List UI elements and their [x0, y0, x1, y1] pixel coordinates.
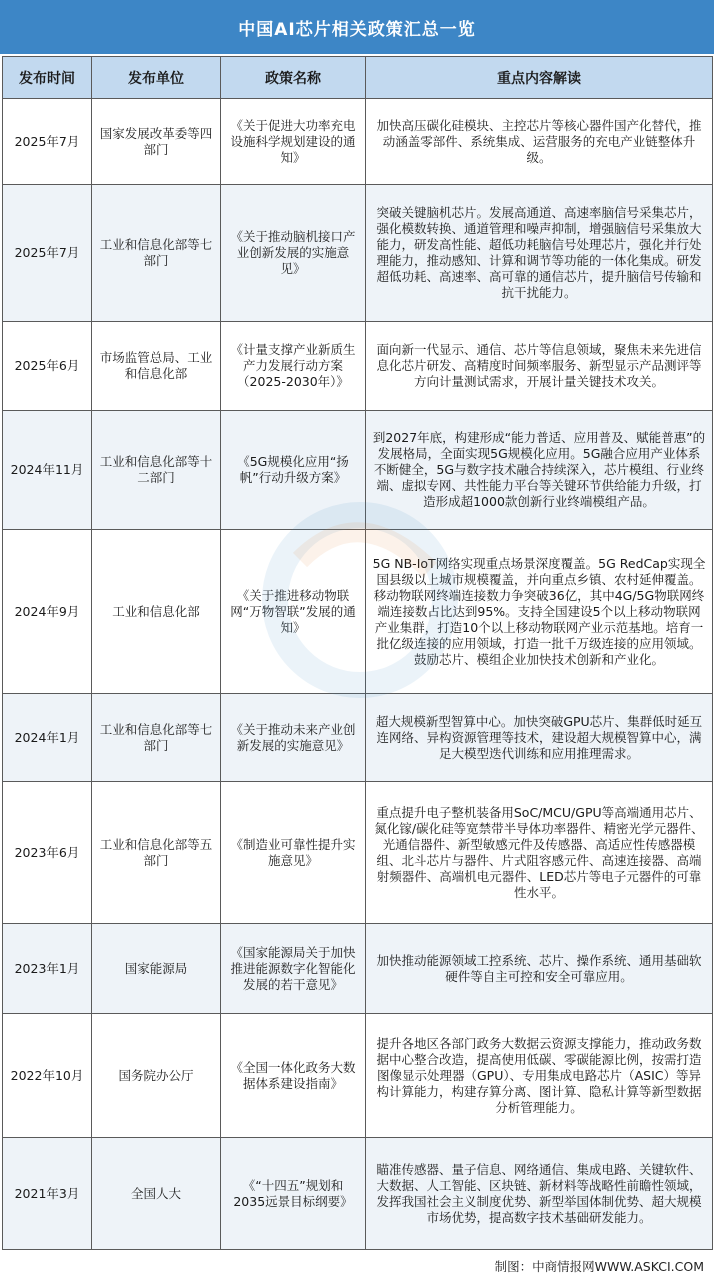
row-policy: 《关于推动脑机接口产业创新发展的实施意见》 [221, 185, 366, 322]
row-date: 2024年11月 [3, 411, 92, 530]
table-row [3, 411, 713, 530]
row-dept: 工业和信息化部等五部门 [92, 782, 221, 924]
source-credit: 制图：中商情报网WWW.ASKCI.COM [494, 1259, 704, 1274]
row-dept: 全国人大 [92, 1138, 221, 1250]
row-content: 5G NB-IoT网络实现重点场景深度覆盖。5G RedCap实现全国县级以上城市规模覆盖，并向重点乡镇、农村延伸覆盖。移动物联网终端连接数力争突破36亿，其中4G/5G物联网终端连接数占比达到95%。支持全国建设5个以上移动物联网产业集群，打造10个以上移动物联网产业示范基地。培育一批亿级连接的应用领域，打造一批千万级连接的应用领域。鼓励芯片、模组企业加快技术创新和产业化。 [366, 530, 713, 694]
row-content: 加快推动能源领域工控系统、芯片、操作系统、通用基础软硬件等自主可控和安全可靠应用。 [366, 924, 713, 1014]
row-policy: 《关于推进移动物联网“万物智联”发展的通知》 [221, 530, 366, 694]
table-row [3, 185, 713, 322]
row-content: 超大规模新型智算中心。加快突破GPU芯片、集群低时延互连网络、异构资源管理等技术，建设超大规模智算中心，满足大模型迭代训练和应用推理需求。 [366, 694, 713, 782]
table-row [3, 1138, 713, 1250]
row-content: 瞄准传感器、量子信息、网络通信、集成电路、关键软件、大数据、人工智能、区块链、新材料等战略性前瞻性领域，发挥我国社会主义制度优势、新型举国体制优势、超大规模市场优势，提高数字技术基础研发能力。 [366, 1138, 713, 1250]
row-policy: 《制造业可靠性提升实施意见》 [221, 782, 366, 924]
row-dept: 工业和信息化部等七部门 [92, 694, 221, 782]
row-dept: 国家能源局 [92, 924, 221, 1014]
row-policy: 《5G规模化应用“扬帆”行动升级方案》 [221, 411, 366, 530]
row-policy: 《国家能源局关于加快推进能源数字化智能化发展的若干意见》 [221, 924, 366, 1014]
table-row [3, 694, 713, 782]
row-content: 加快高压碳化硅模块、主控芯片等核心器件国产化替代，推动涵盖零部件、系统集成、运营服务的充电产业链整体升级。 [366, 99, 713, 185]
row-policy: 《计量支撑产业新质生产力发展行动方案（2025-2030年）》 [221, 322, 366, 411]
row-date: 2022年10月 [3, 1014, 92, 1138]
row-dept: 工业和信息化部等七部门 [92, 185, 221, 322]
row-content: 突破关键脑机芯片。发展高通道、高速率脑信号采集芯片，强化模数转换、通道管理和噪声抑制，增强脑信号采集放大能力，研发高性能、超低功耗脑信号处理芯片，强化并行处理能力，推动感知、计算和调节等功能的一体化集成。研发超低功耗、高速率、高可靠的通信芯片，提升脑信号传输和抗干扰能力。 [366, 185, 713, 322]
row-policy: 《关于促进大功率充电设施科学规划建设的通知》 [221, 99, 366, 185]
table-row [3, 782, 713, 924]
row-content: 提升各地区各部门政务大数据云资源支撑能力，推动政务数据中心整合改造，提高使用低碳、零碳能源比例，按需打造图像显示处理器（GPU）、专用集成电路芯片（ASIC）等异构计算能力，构建存算分离、图计算、隐私计算等新型数据分析管理能力。 [366, 1014, 713, 1138]
table-row [3, 322, 713, 411]
row-date: 2024年1月 [3, 694, 92, 782]
policy-table [2, 56, 713, 1250]
row-dept: 国家发展改革委等四部门 [92, 99, 221, 185]
row-date: 2021年3月 [3, 1138, 92, 1250]
row-policy: 《全国一体化政务大数据体系建设指南》 [221, 1014, 366, 1138]
row-dept: 工业和信息化部 [92, 530, 221, 694]
page-title: 中国AI芯片相关政策汇总一览 [0, 0, 714, 54]
row-dept: 国务院办公厅 [92, 1014, 221, 1138]
header-content: 重点内容解读 [366, 57, 713, 99]
table-header-row [3, 57, 713, 99]
header-dept: 发布单位 [92, 57, 221, 99]
row-date: 2023年1月 [3, 924, 92, 1014]
row-dept: 工业和信息化部等十二部门 [92, 411, 221, 530]
header-date: 发布时间 [3, 57, 92, 99]
header-policy: 政策名称 [221, 57, 366, 99]
row-content: 面向新一代显示、通信、芯片等信息领域，聚焦未来先进信息化芯片研发、高精度时间频率服务、新型显示产品测评等方向计量测试需求，开展计量关键技术攻关。 [366, 322, 713, 411]
row-content: 到2027年底，构建形成“能力普适、应用普及、赋能普惠”的发展格局，全面实现5G规模化应用。5G融合应用产业体系不断健全，5G与数字技术融合持续深入，芯片模组、行业终端、虚拟专网、共性能力平台等关键环节供给能力升级，打造形成超1000款创新行业终端模组产品。 [366, 411, 713, 530]
row-date: 2025年7月 [3, 185, 92, 322]
table-row [3, 924, 713, 1014]
row-date: 2025年6月 [3, 322, 92, 411]
table-row [3, 99, 713, 185]
row-date: 2023年6月 [3, 782, 92, 924]
row-policy: 《关于推动未来产业创新发展的实施意见》 [221, 694, 366, 782]
table-row [3, 530, 713, 694]
row-policy: 《“十四五”规划和2035远景目标纲要》 [221, 1138, 366, 1250]
table-row [3, 1014, 713, 1138]
row-dept: 市场监管总局、工业和信息化部 [92, 322, 221, 411]
row-date: 2024年9月 [3, 530, 92, 694]
row-content: 重点提升电子整机装备用SoC/MCU/GPU等高端通用芯片、氮化镓/碳化硅等宽禁带半导体功率器件、精密光学元器件、光通信器件、新型敏感元件及传感器、高适应性传感器模组、北斗芯片与器件、片式阻容感元件、高速连接器、高端射频器件、高端机电元器件、LED芯片等电子元器件的可靠性水平。 [366, 782, 713, 924]
row-date: 2025年7月 [3, 99, 92, 185]
